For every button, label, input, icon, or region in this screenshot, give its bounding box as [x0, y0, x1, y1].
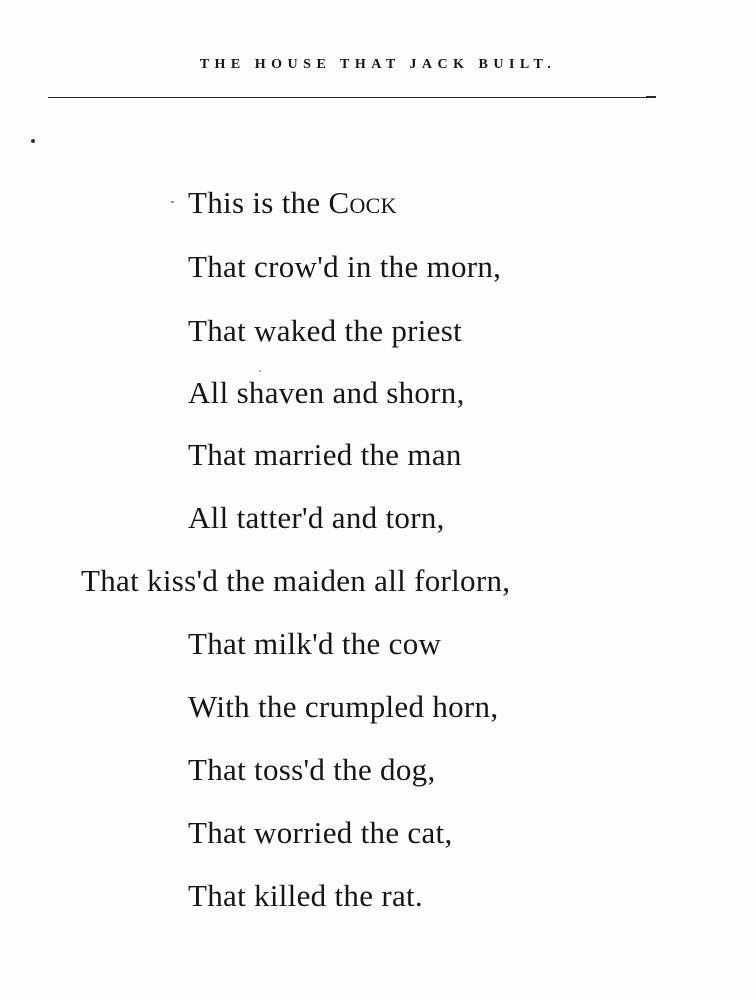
running-head-title: THE HOUSE THAT JACK BUILT. — [199, 57, 557, 72]
verse-line-5: That married the man — [188, 437, 462, 472]
verse-line-4: All shaven and shorn, — [188, 375, 465, 410]
verse-line-3: That waked the priest — [188, 313, 463, 348]
verse-line-10: That toss'd the dog, — [188, 752, 436, 787]
verse-line-1-smallcaps-word: Cock — [328, 185, 397, 220]
verse-line-2: That crow'd in the morn, — [188, 249, 502, 284]
verse-line-11: That worried the cat, — [188, 815, 453, 850]
verse-line-1 — [188, 187, 397, 218]
verse-line-12: That killed the rat. — [188, 878, 423, 913]
verse-line-7: That kiss'd the maiden all forlorn, — [81, 563, 511, 598]
verse-line-8: That milk'd the cow — [188, 626, 442, 661]
verse-line-6: All tatter'd and torn, — [188, 500, 445, 535]
verse-line-9: With the crumpled horn, — [188, 689, 499, 724]
verse-line-1-text: This is the — [188, 185, 329, 220]
